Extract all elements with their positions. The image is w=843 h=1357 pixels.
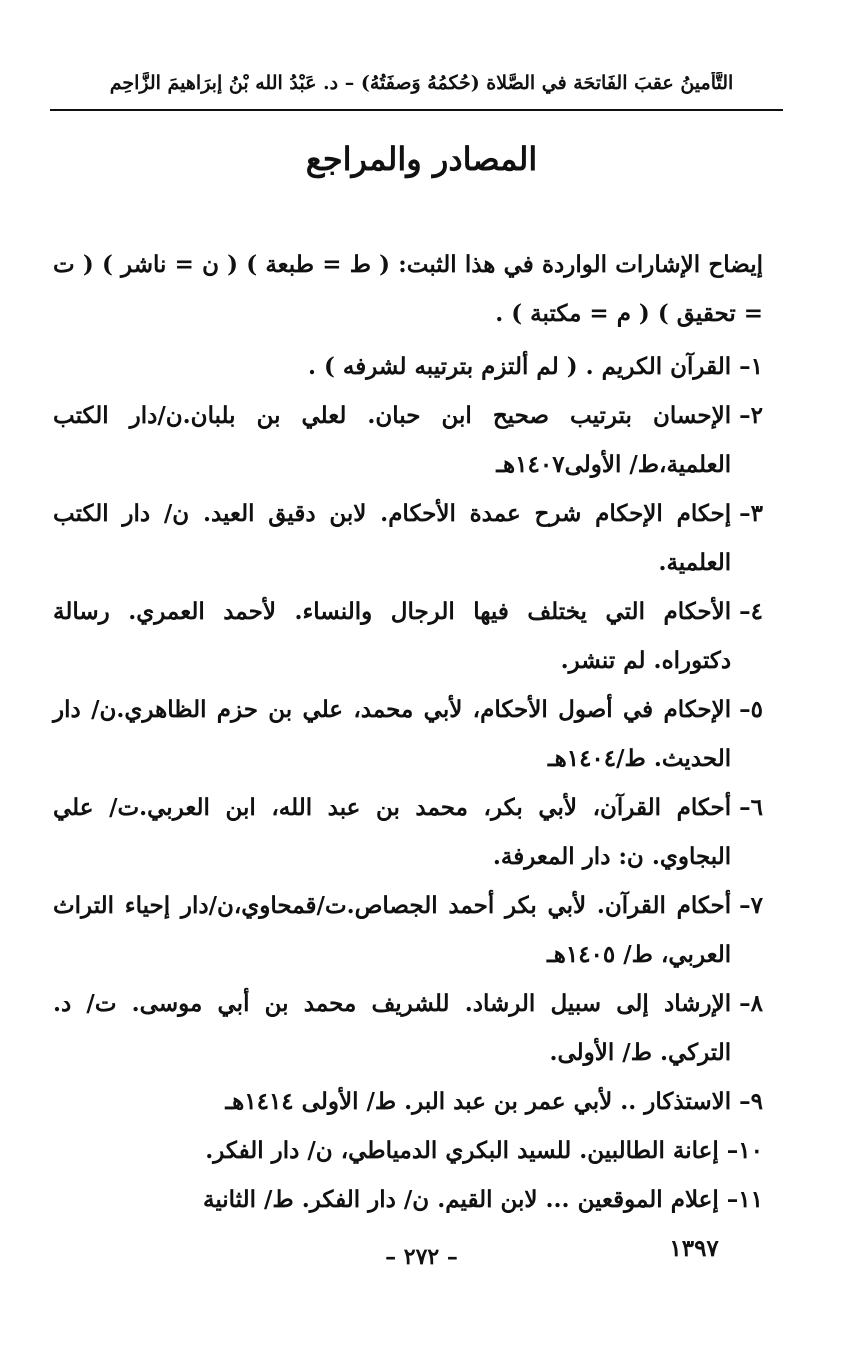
- reference-number: ١١–: [726, 1186, 763, 1213]
- reference-text: أحكام القرآن، لأبي بكر، محمد بن عبد الله، ابن العربي.ت/ علي البجاوي. ن: دار المعرفة.: [53, 794, 732, 870]
- reference-text: إعلام الموقعين ... لابن القيم. ن/ دار الفكر. ط/ الثانية ١٣٩٧: [203, 1186, 719, 1262]
- reference-text: الإحسان بترتيب صحيح ابن حبان. لعلي بن بلبان.ن/دار الكتب العلمية،ط/ الأولى١٤٠٧هـ: [53, 402, 732, 478]
- reference-text: أحكام القرآن. لأبي بكر أحمد الجصاص.ت/قمحاوي،ن/دار إحياء التراث العربي، ط/ ١٤٠٥هـ: [53, 892, 732, 968]
- header-rule: [50, 109, 783, 111]
- reference-number: ٢–: [739, 402, 763, 429]
- reference-item-7: [53, 881, 763, 979]
- reference-item-9: [203, 1077, 763, 1126]
- reference-number: ٩–: [739, 1088, 763, 1115]
- reference-text: الأحكام التي يختلف فيها الرجال والنساء. لأحمد العمري. رسالة دكتوراه. لم تنشر.: [53, 598, 732, 674]
- reference-item-1: [53, 342, 763, 391]
- reference-number: ٣–: [739, 500, 763, 527]
- reference-number: ٧–: [739, 892, 763, 919]
- section-title: المصادر والمراجع: [305, 140, 538, 178]
- reference-text: القرآن الكريم . ( لم ألتزم بترتيبه لشرفه ) .: [308, 353, 732, 380]
- reference-text: الإرشاد إلى سبيل الرشاد. للشريف محمد بن أبي موسى. ت/ د. التركي. ط/ الأولى.: [53, 990, 732, 1066]
- reference-number: ٨–: [739, 990, 763, 1017]
- reference-item-2: [53, 391, 763, 489]
- reference-item-5: [53, 685, 763, 783]
- reference-item-6: [53, 783, 763, 881]
- references-content: [53, 240, 763, 1273]
- reference-item-8: [53, 979, 763, 1077]
- reference-number: ١–: [739, 353, 763, 380]
- reference-list: [53, 342, 763, 1273]
- reference-number: ٥–: [739, 696, 763, 723]
- running-header: التَّأمينُ عقبَ الفَاتحَة في الصَّلاة (حُكمُهُ وَصفَتُهُ) – د. عَبْدُ الله بْنُ إبرَاهيمَ الزَّاحِم: [109, 72, 734, 94]
- reference-text: إعانة الطالبين. للسيد البكري الدمياطي، ن/ دار الفكر.: [205, 1137, 719, 1164]
- reference-text: الإحكام في أصول الأحكام، لأبي محمد، علي بن حزم الظاهري.ن/ دار الحديث. ط/١٤٠٤هـ: [53, 696, 732, 772]
- reference-item-10: [203, 1126, 763, 1175]
- page-number: – ٢٧٢ –: [385, 1244, 458, 1270]
- abbreviations-legend: إيضاح الإشارات الواردة في هذا الثبت: ( ط = طبعة ) ( ن = ناشر ) ( ت = تحقيق ) ( م = مكتبة ) .: [53, 251, 763, 327]
- reference-text: إحكام الإحكام شرح عمدة الأحكام. لابن دقيق العيد. ن/ دار الكتب العلمية.: [53, 500, 732, 576]
- reference-number: ١٠–: [726, 1137, 763, 1164]
- reference-number: ٤–: [739, 598, 763, 625]
- reference-item-3: [53, 489, 763, 587]
- reference-item-4: [53, 587, 763, 685]
- reference-text: الاستذكار .. لأبي عمر بن عبد البر. ط/ الأولى ١٤١٤هـ: [225, 1088, 732, 1115]
- reference-number: ٦–: [739, 794, 763, 821]
